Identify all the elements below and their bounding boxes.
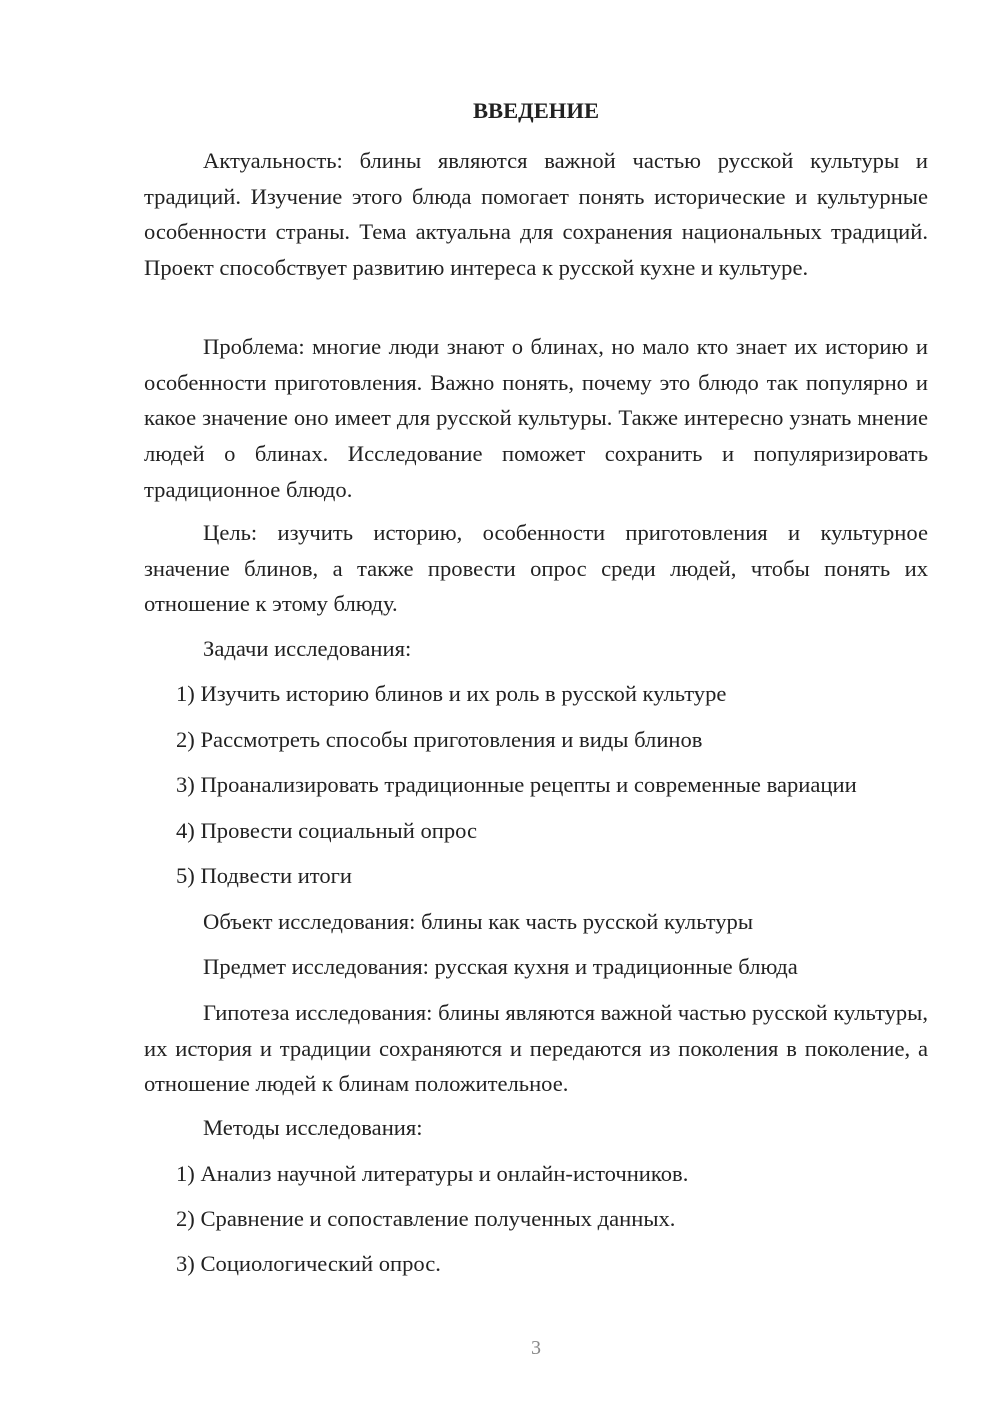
- relevance-paragraph: Актуальность: блины являются важной частью русской культуры и традиций. Изучение этого блюда помогает понять исторические и культурные особенности страны. Тема актуальна для сохранения национальных традиций. Проект способствует развитию интереса к русской кухне и культуре.: [144, 148, 928, 281]
- object-line: Объект исследования: блины как часть русской культуры: [203, 909, 754, 934]
- task-item: 5) Подвести итоги: [176, 863, 353, 888]
- task-item: 2) Рассмотреть способы приготовления и виды блинов: [176, 727, 703, 752]
- method-item: 3) Социологический опрос.: [176, 1251, 441, 1276]
- goal-paragraph: Цель: изучить историю, особенности приготовления и культурное значение блинов, а также провести опрос среди людей, чтобы понять их отношение к этому блюду.: [144, 520, 928, 617]
- method-item: 1) Анализ научной литературы и онлайн-источников.: [176, 1161, 689, 1186]
- section-title: ВВЕДЕНИЕ: [472, 98, 600, 123]
- problem-paragraph: Проблема: многие люди знают о блинах, но мало кто знает их историю и особенности приготовления. Важно понять, почему это блюдо так популярно и какое значение оно имеет для русской культуры. Также интересно узнать мнение людей о блинах. Исследование поможет сохранить и популяризировать традиционное блюдо.: [144, 334, 928, 502]
- task-item: 1) Изучить историю блинов и их роль в русской культуре: [176, 681, 727, 706]
- page-number: 3: [531, 1337, 541, 1359]
- hypothesis-paragraph: Гипотеза исследования: блины являются важной частью русской культуры, их история и традиции сохраняются и передаются из поколения в поколение, а отношение людей к блинам положительное.: [144, 1000, 928, 1097]
- method-item: 2) Сравнение и сопоставление полученных данных.: [176, 1206, 676, 1231]
- task-item: 4) Провести социальный опрос: [176, 818, 478, 843]
- subject-line: Предмет исследования: русская кухня и традиционные блюда: [203, 954, 798, 979]
- methods-heading: Методы исследования:: [203, 1115, 423, 1140]
- task-item: 3) Проанализировать традиционные рецепты и современные вариации: [176, 772, 857, 797]
- tasks-heading: Задачи исследования:: [203, 636, 412, 661]
